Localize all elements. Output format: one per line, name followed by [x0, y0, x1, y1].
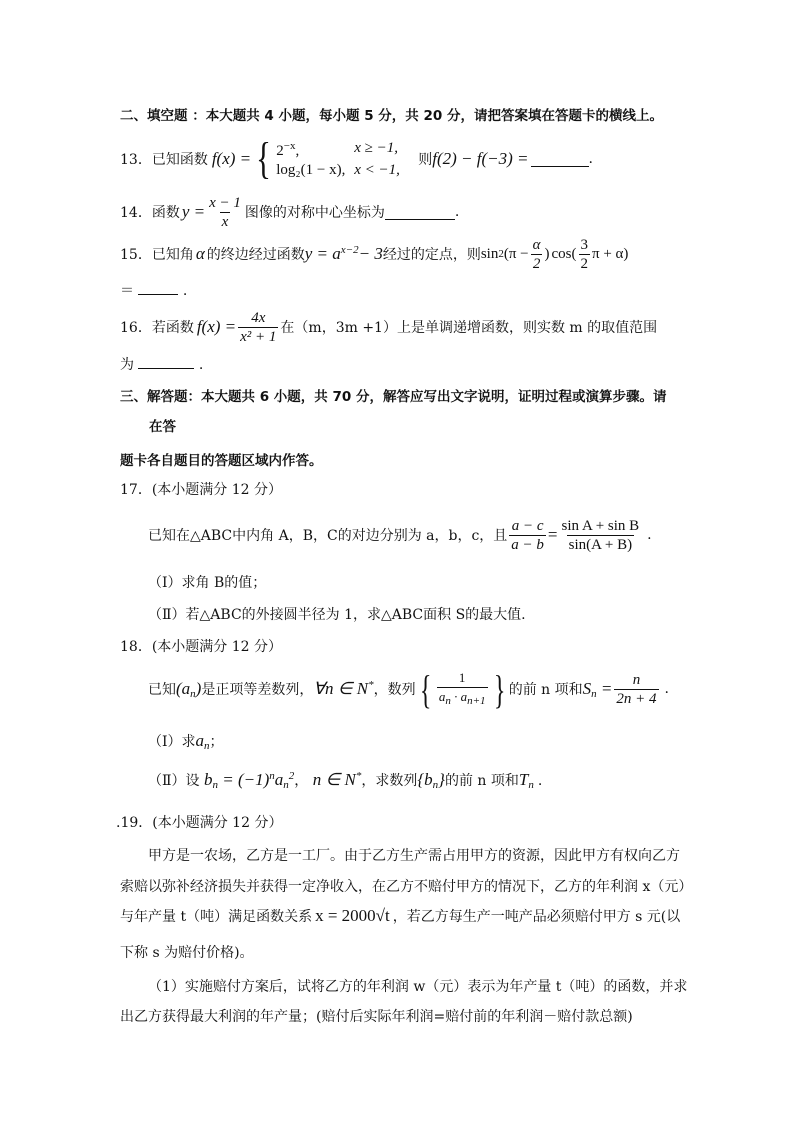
q19-p2-line2: 出乙方获得最大利润的年产量；(赔付后实际年利润=赔付前的年利润－赔付款总额)	[120, 1009, 633, 1025]
q19-p2-line1: （1）实施赔付方案后，试将乙方的年利润 w（元）表示为年产量 t（吨）的函数，并求	[148, 979, 688, 995]
q14-tail: .	[454, 204, 460, 220]
q13-case2-cond: x < −1,	[354, 161, 400, 178]
q16-fraction: $\frac{4x}{\text{x² + 1}}$	[240, 309, 277, 345]
q13-f-lhs: f(x) =	[211, 149, 252, 168]
q15-text1: 已知角	[151, 247, 194, 263]
q18-left-brace: {	[419, 666, 431, 712]
q17-body	[148, 512, 652, 558]
q19-p1-line3: 与年产量 t（吨）满足函数关系 x = 2000√t ，若乙方每生产一吨产品必须赔付甲方 s 元(以	[120, 906, 681, 925]
q13-case1-expr: $2^{-x}$,	[276, 139, 300, 159]
q13-case1-cond: x ≥ −1,	[354, 139, 399, 156]
q18-header: 18．(本小题满分 12 分）	[120, 639, 282, 655]
q15-answer-blank[interactable]	[138, 280, 178, 295]
q13-then: 则	[418, 152, 433, 168]
q18-text1: 已知	[148, 682, 176, 698]
q15-eq: ＝	[120, 283, 134, 299]
q17-part1: （Ⅰ）求角 B的值；	[148, 575, 267, 591]
q16-text1: 若函数	[151, 320, 194, 336]
q13-number: 13．	[120, 152, 152, 168]
q19-p1-line4: 下称 s 为赔付价格)。	[120, 945, 254, 961]
q19-formula: x = 2000√t	[315, 906, 390, 925]
q13-cases	[276, 140, 414, 179]
q19-p1-line1: 甲方是一农场，乙方是一工厂。由于乙方生产需占用甲方的资源，因此甲方有权向乙方	[148, 848, 680, 864]
q18-forall: ∀n ∈ N*	[313, 679, 374, 698]
q18-an: $(a_n)$	[176, 678, 202, 700]
q15-number: 15．	[120, 247, 152, 263]
q18-text2: 是正项等差数列，	[201, 682, 314, 698]
q17-fraction-left: $\frac{a - c}{a - b}$	[511, 517, 544, 553]
q18-sn: $S_n$ =	[582, 678, 613, 700]
q18-text3: ，数列	[373, 682, 416, 698]
q15-text3: 经过的定点，则	[382, 247, 481, 263]
q18-part1: （Ⅰ）求$a_n$；	[148, 731, 224, 752]
q15-expr: sin 2 (π − $\frac{\alpha}{2}$ ) cos( $\frac{3}{2}$ π + α)	[480, 236, 629, 272]
q18-text4: 的前 n 项和	[508, 682, 583, 698]
section3-heading-line2: 在答	[149, 419, 176, 435]
q17-text1: 已知在△ABC中内角 A，B，C的对边分别为 a，b，c，且	[148, 528, 508, 544]
q15-tail: .	[182, 283, 188, 299]
q17-tail: .	[647, 527, 652, 543]
section2-heading: 二、填空题 ：本大题共 4 小题，每小题 5 分，共 20 分，请把答案填在答题卡的横线上。	[120, 108, 663, 124]
q14-fraction: $\frac{x - 1}{x}$	[209, 194, 241, 230]
q13-answer-blank[interactable]	[531, 152, 589, 167]
q14-rest: 图像的对称中心坐标为	[244, 205, 385, 221]
q17-fraction-right: $\frac{\text{sin A + sin B}}{\sin(A + B)}$	[561, 517, 640, 553]
q14-number: 14．	[120, 205, 152, 221]
q18-part2: （Ⅱ）设 $b_n = (-1)^na_n^2$， n ∈ N*，求数列$\{b_n\}$的前 n 项和$T_n$ .	[148, 770, 543, 791]
question-15-line2	[120, 280, 187, 300]
q17-equals: =	[547, 525, 558, 544]
q14-y-eq: y =	[181, 202, 206, 221]
q13-lead: 已知函数	[151, 152, 208, 168]
q18-right-brace: }	[493, 666, 505, 712]
q15-alpha: α	[195, 244, 205, 263]
q14-lead: 函数	[151, 205, 180, 221]
q15-func: $y = a^{x-2}- 3$	[304, 244, 383, 263]
q19-header: .19．(本小题满分 12 分）	[116, 815, 283, 831]
q18-sn-fraction: $\frac{n}{2n + 4}$	[616, 671, 657, 707]
q18-tail: .	[664, 681, 669, 697]
question-14	[120, 192, 459, 232]
q16-text2: 在（m，3m +1）上是单调递增函数，则实数 m 的取值范围	[280, 320, 658, 336]
q16-line2: 为	[120, 357, 134, 373]
q16-f-lhs: f(x) =	[196, 317, 237, 336]
q16-answer-blank[interactable]	[138, 354, 194, 369]
question-16	[120, 306, 657, 348]
question-13	[120, 134, 593, 183]
q16-tail: .	[198, 357, 204, 373]
section3-heading-line1: 三、解答题：本大题共 6 小题，共 70 分，解答应写出文字说明，证明过程或演算步骤。请	[120, 389, 667, 405]
q14-answer-blank[interactable]	[385, 205, 455, 220]
q16-number: 16．	[120, 320, 152, 336]
q18-body	[148, 665, 669, 713]
q13-tail: .	[588, 151, 593, 167]
q17-part2: （Ⅱ）若△ABC的外接圆半径为 1，求△ABC面积 S的最大值.	[148, 607, 526, 623]
question-16-line2	[120, 354, 203, 374]
q18-seq-fraction: $\frac{1}{a_n \cdot a_{n+1}}$	[437, 669, 488, 710]
q13-case2-expr: log₂(1 − x),	[276, 161, 346, 178]
q15-text2: 的终边经过函数	[206, 247, 305, 263]
q19-p1-line2: 索赔以弥补经济损失并获得一定净收入，在乙方不赔付甲方的情况下，乙方的年利润 x（元）	[120, 879, 693, 895]
q13-ask: f(2) − f(−3) =	[432, 149, 529, 168]
q17-header: 17．(本小题满分 12 分）	[120, 482, 282, 498]
section3-heading-line3: 题卡各自题目的答题区域内作答。	[120, 453, 323, 469]
q13-brace: {	[256, 134, 272, 183]
question-15	[120, 234, 628, 274]
